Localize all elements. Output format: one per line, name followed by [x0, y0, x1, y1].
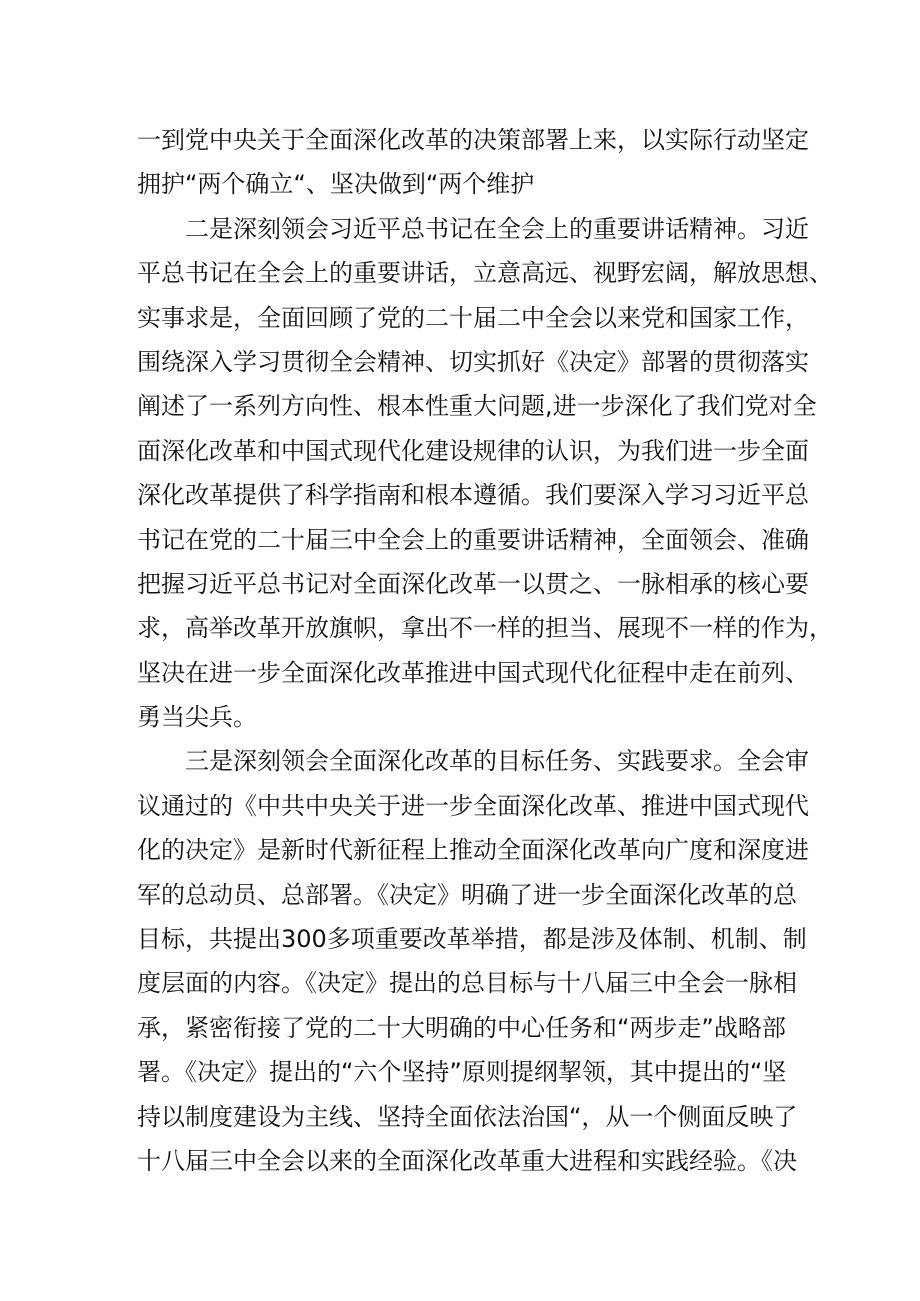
text-line: 署。《决定》提出的“六个坚持”原则提纲挈领，其中提出的“坚 [137, 1058, 787, 1087]
text-line: 目标，共提出300多项重要改革举措，都是涉及体制、机制、制 [137, 925, 807, 954]
text-line: 围绕深入学习贯彻全会精神、切实抓好《决定》部署的贯彻落实 [137, 347, 809, 376]
text-line: 深化改革提供了科学指南和根本遵循。我们要深入学习习近平总 [137, 481, 809, 510]
text-line: 平总书记在全会上的重要讲话，立意高远、视野宏阔，解放思想、 [137, 259, 833, 288]
paragraph-start-line: 二是深刻领会习近平总书记在全会上的重要讲话精神。习近 [185, 214, 809, 243]
paragraph-start-line: 三是深刻领会全面深化改革的目标任务、实践要求。全会审 [185, 747, 809, 776]
text-line: 拥护“两个确立“、坚决做到“两个维护 [137, 170, 535, 199]
text-line: 十八届三中全会以来的全面深化改革重大进程和实践经验。《决 [137, 1146, 797, 1175]
text-line: 阐述了一系列方向性、根本性重大问题,进一步深化了我们党对全 [137, 392, 817, 421]
text-line: 求，高举改革开放旗帜，拿出不一样的担当、展现不一样的作为， [137, 614, 833, 643]
body-text [137, 118, 833, 1183]
text-line: 持以制度建设为主线、坚持全面依法治国“，从一个侧面反映了 [137, 1102, 798, 1131]
text-line: 度层面的内容。《决定》提出的总目标与十八届三中全会一脉相 [137, 969, 797, 998]
text-line: 坚决在进一步全面深化改革推进中国式现代化征程中走在前列、 [137, 658, 809, 687]
text-line: 把握习近平总书记对全面深化改革一以贯之、一脉相承的核心要 [137, 569, 809, 598]
text-line: 书记在党的二十届三中全会上的重要讲话精神，全面领会、准确 [137, 525, 809, 554]
text-line: 一到党中央关于全面深化改革的决策部署上来，以实际行动坚定 [137, 126, 809, 154]
text-line: 面深化改革和中国式现代化建设规律的认识，为我们进一步全面 [137, 436, 809, 465]
text-line: 议通过的《中共中央关于进一步全面深化改革、推进中国式现代 [137, 791, 809, 820]
text-line: 化的决定》是新时代新征程上推动全面深化改革向广度和深度进 [137, 836, 809, 865]
text-line: 军的总动员、总部署。《决定》明确了进一步全面深化改革的总 [137, 880, 797, 909]
text-line: 勇当尖兵。 [137, 703, 257, 732]
text-line: 承，紧密衔接了党的二十大明确的中心任务和“两步走”战略部 [137, 1013, 786, 1042]
text-line: 实事求是，全面回顾了党的二十届二中全会以来党和国家工作， [137, 303, 809, 332]
